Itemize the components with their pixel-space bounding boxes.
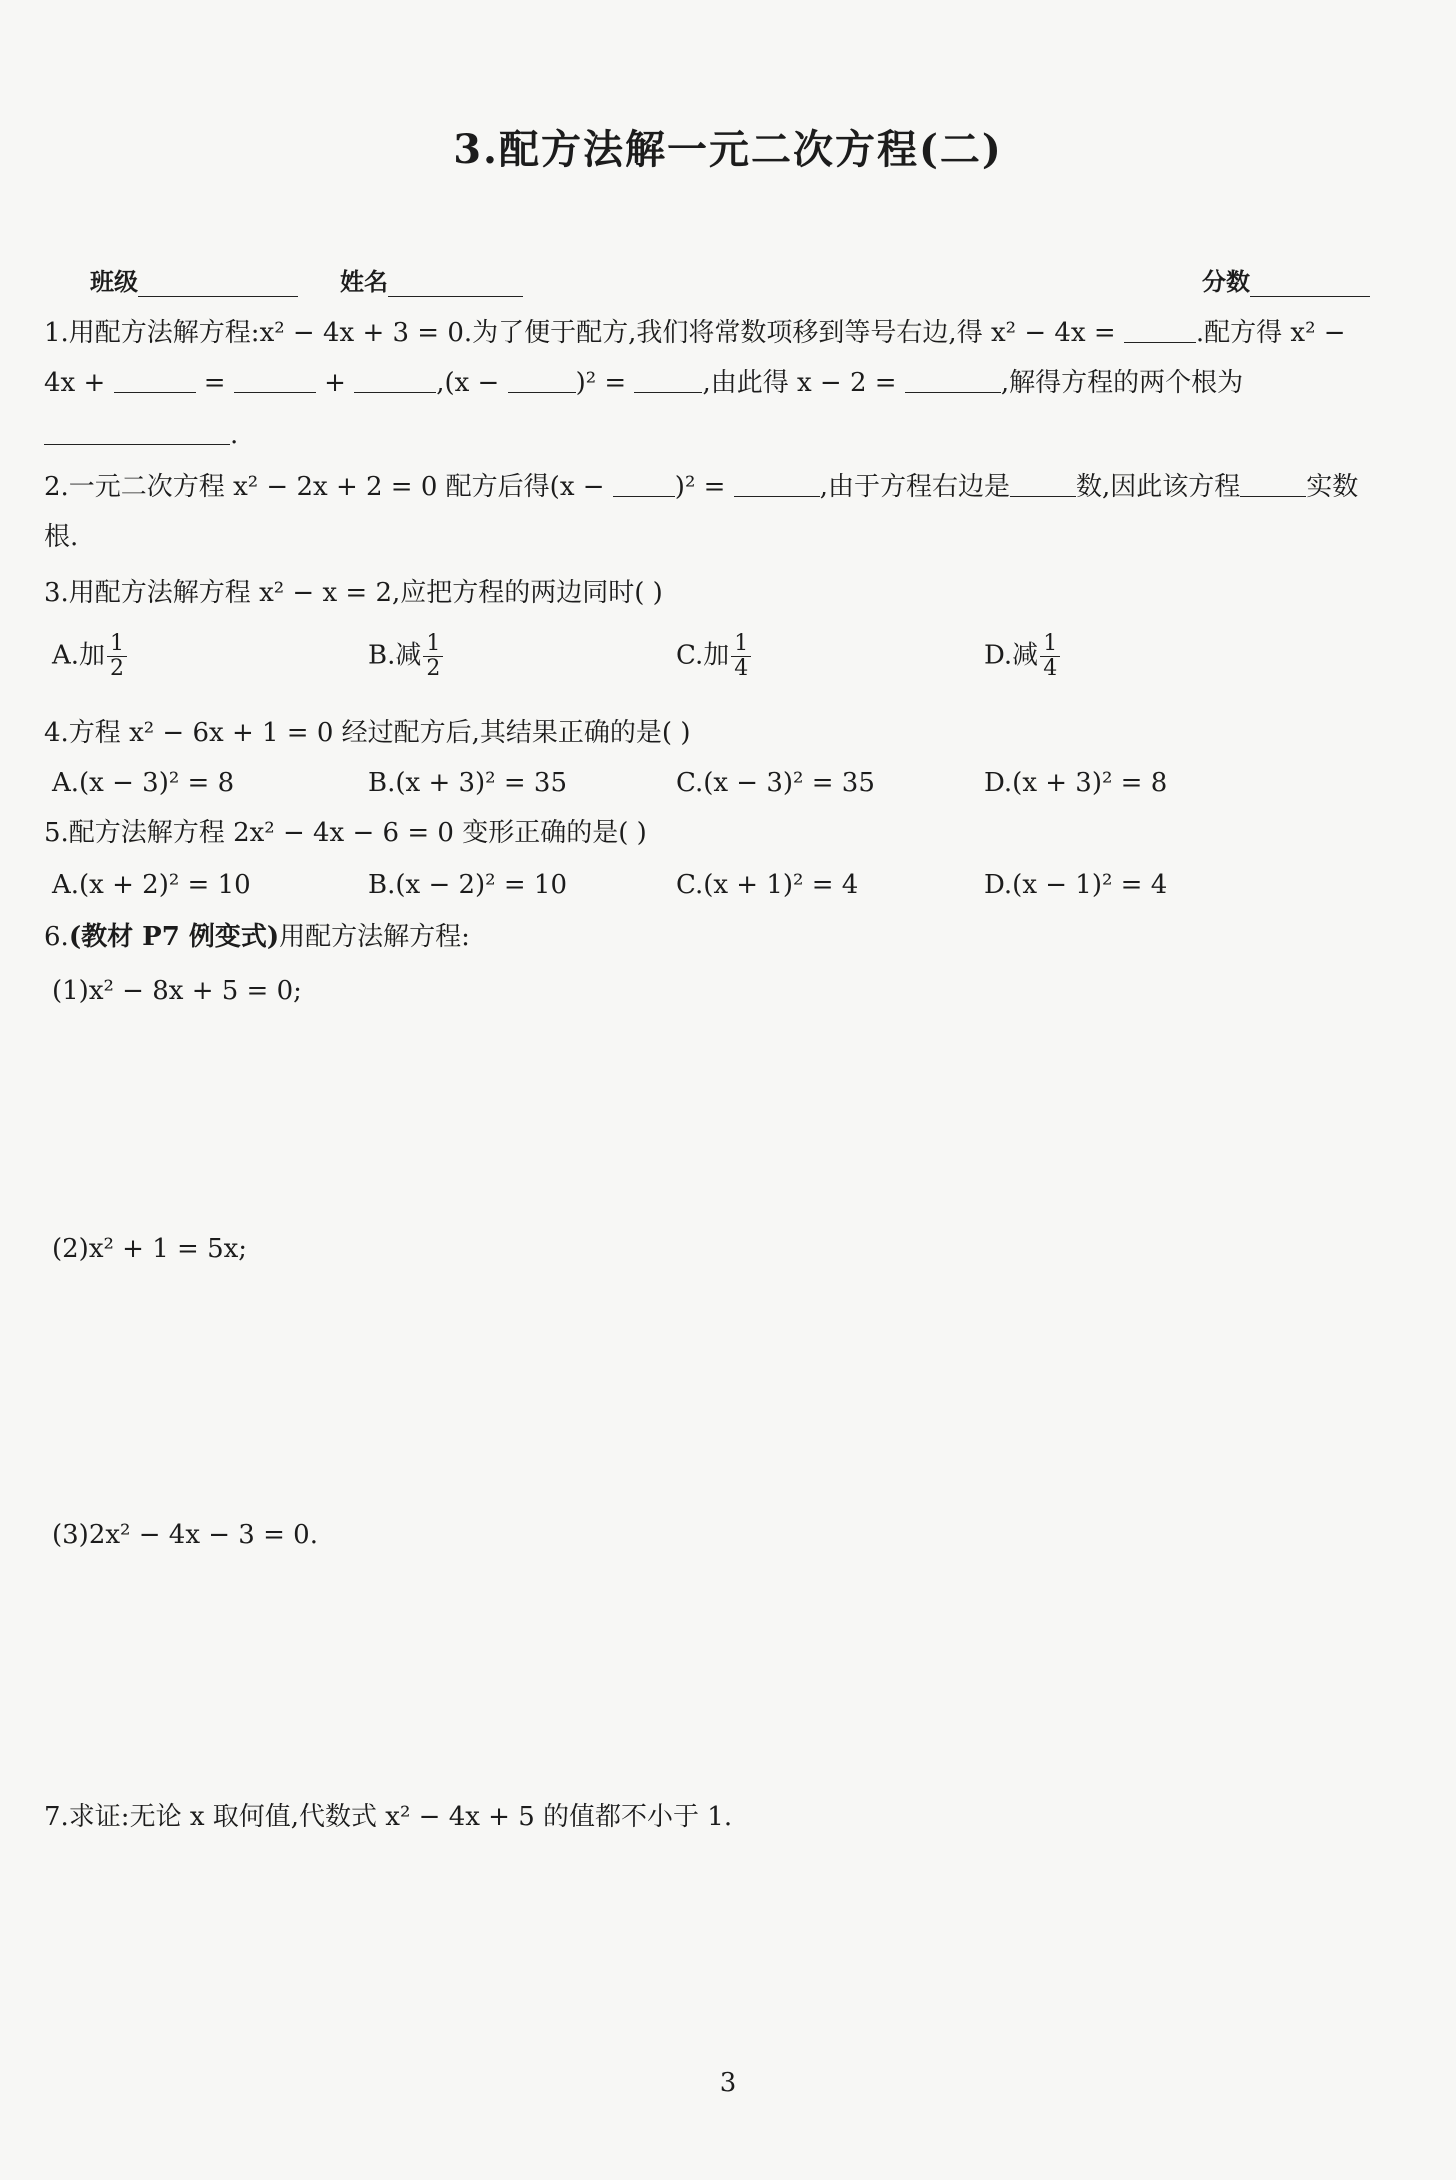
q4-choice-a[interactable]: A.(x − 3)² = 8 bbox=[52, 768, 235, 798]
q1-blank-7[interactable] bbox=[905, 368, 1001, 393]
fraction-denominator: 2 bbox=[110, 656, 125, 681]
q1-expr-5: )² = bbox=[575, 368, 627, 398]
fraction-denominator: 2 bbox=[426, 656, 441, 681]
q3-choice-a-label: A.加 bbox=[52, 640, 106, 671]
q3-choice-b-fraction bbox=[423, 632, 443, 681]
q1-period: . bbox=[230, 420, 239, 450]
q1-line-2 bbox=[44, 366, 1243, 400]
q3-choice-d[interactable] bbox=[984, 632, 1060, 681]
page-title: 3.配方法解一元二次方程(二) bbox=[453, 126, 1003, 173]
q5-choice-d[interactable]: D.(x − 1)² = 4 bbox=[984, 870, 1168, 900]
q5-choice-c[interactable]: C.(x + 1)² = 4 bbox=[676, 870, 859, 900]
q2-text-3: 数,因此该方程 bbox=[1075, 472, 1241, 502]
q1-blank-3[interactable] bbox=[234, 368, 316, 393]
q6-part-3: (3)2x² − 4x − 3 = 0. bbox=[52, 1520, 318, 1550]
q2-blank-2[interactable] bbox=[734, 472, 820, 497]
q1-expr-4: ,(x − bbox=[436, 368, 500, 398]
q1-equation: x² − 4x + 3 = 0. bbox=[259, 318, 473, 348]
q1-expr: x² − 4x = bbox=[990, 318, 1116, 348]
q2-text-5: 根. bbox=[44, 522, 79, 552]
q1-blank-4[interactable] bbox=[354, 368, 436, 393]
q2-line-2 bbox=[44, 520, 78, 554]
q3-choice-b[interactable] bbox=[368, 632, 443, 681]
name-label: 姓名 bbox=[340, 267, 388, 296]
q1-plus-sign: + bbox=[324, 368, 346, 398]
fraction-numerator: 1 bbox=[423, 632, 443, 657]
q6-source-tag: (教材 P7 例变式) bbox=[68, 922, 280, 952]
q2-blank-4[interactable] bbox=[1240, 472, 1306, 497]
name-field bbox=[340, 262, 523, 297]
q1-text-2: .配方得 bbox=[1195, 318, 1283, 348]
q3-stem: 3.用配方法解方程 x² − x = 2,应把方程的两边同时( ) bbox=[44, 578, 663, 608]
q1-blank-8[interactable] bbox=[44, 420, 230, 445]
q1-blank-1[interactable] bbox=[1124, 318, 1196, 343]
q1-line-1 bbox=[44, 316, 1346, 350]
q1-line-3 bbox=[44, 418, 238, 452]
class-blank[interactable] bbox=[138, 270, 298, 297]
fraction-denominator: 4 bbox=[734, 656, 749, 681]
q2-blank-1[interactable] bbox=[613, 472, 675, 497]
q1-eq-sign: = bbox=[203, 368, 226, 398]
q1-blank-6[interactable] bbox=[634, 368, 702, 393]
fraction-numerator: 1 bbox=[107, 632, 127, 657]
q3-choice-d-label: D.减 bbox=[984, 640, 1039, 671]
q3-choice-a-fraction bbox=[107, 632, 127, 681]
q3-choice-c[interactable] bbox=[676, 632, 751, 681]
score-label: 分数 bbox=[1202, 267, 1250, 296]
q6-part-2: (2)x² + 1 = 5x; bbox=[52, 1234, 248, 1264]
q1-expr-3: 4x + bbox=[44, 368, 106, 398]
q5-choice-a[interactable]: A.(x + 2)² = 10 bbox=[52, 870, 251, 900]
q4-choice-d[interactable]: D.(x + 3)² = 8 bbox=[984, 768, 1168, 798]
q1-expr-6: x − 2 = bbox=[797, 368, 897, 398]
class-field bbox=[90, 262, 298, 297]
q4-choice-b[interactable]: B.(x + 3)² = 35 bbox=[368, 768, 567, 798]
q2-prefix: 2.一元二次方程 bbox=[44, 472, 225, 502]
q6-text: 用配方法解方程: bbox=[279, 922, 470, 952]
q2-text: 配方后得(x − bbox=[445, 472, 605, 502]
q1-expr-2: x² − bbox=[1290, 318, 1346, 348]
q6-stem bbox=[44, 920, 470, 954]
q3-choice-c-fraction bbox=[731, 632, 751, 681]
q1-blank-5[interactable] bbox=[508, 368, 576, 393]
q2-text-2: ,由于方程右边是 bbox=[819, 472, 1010, 502]
score-blank[interactable] bbox=[1250, 270, 1370, 297]
score-field bbox=[1202, 262, 1370, 297]
name-blank[interactable] bbox=[388, 270, 523, 297]
q6-number: 6. bbox=[44, 922, 69, 952]
q5-stem: 5.配方法解方程 2x² − 4x − 6 = 0 变形正确的是( ) bbox=[44, 818, 647, 848]
q1-text-3: ,由此得 bbox=[702, 368, 789, 398]
q1-blank-2[interactable] bbox=[114, 368, 196, 393]
q2-blank-3[interactable] bbox=[1010, 472, 1076, 497]
q3-choice-d-fraction bbox=[1040, 632, 1060, 681]
q3-choice-a[interactable] bbox=[52, 632, 127, 681]
q1-text: 为了便于配方,我们将常数项移到等号右边,得 bbox=[472, 318, 983, 348]
q2-text-4: 实数 bbox=[1306, 472, 1359, 502]
q1-prefix: 1.用配方法解方程: bbox=[44, 318, 260, 348]
page-number: 3 bbox=[719, 2068, 737, 2098]
q4-stem: 4.方程 x² − 6x + 1 = 0 经过配方后,其结果正确的是( ) bbox=[44, 718, 691, 748]
q3-choice-c-label: C.加 bbox=[676, 640, 730, 671]
q6-part-1: (1)x² − 8x + 5 = 0; bbox=[52, 976, 302, 1006]
fraction-denominator: 4 bbox=[1043, 656, 1058, 681]
fraction-numerator: 1 bbox=[1040, 632, 1060, 657]
class-label: 班级 bbox=[90, 267, 138, 296]
q3-choice-b-label: B.减 bbox=[368, 640, 422, 671]
q7-stem: 7.求证:无论 x 取何值,代数式 x² − 4x + 5 的值都不小于 1. bbox=[44, 1802, 733, 1832]
q2-expr: )² = bbox=[674, 472, 726, 502]
q2-equation: x² − 2x + 2 = 0 bbox=[233, 472, 438, 502]
q1-text-4: ,解得方程的两个根为 bbox=[1000, 368, 1244, 398]
fraction-numerator: 1 bbox=[731, 632, 751, 657]
q5-choice-b[interactable]: B.(x − 2)² = 10 bbox=[368, 870, 567, 900]
q4-choice-c[interactable]: C.(x − 3)² = 35 bbox=[676, 768, 875, 798]
q2-line-1 bbox=[44, 470, 1358, 504]
